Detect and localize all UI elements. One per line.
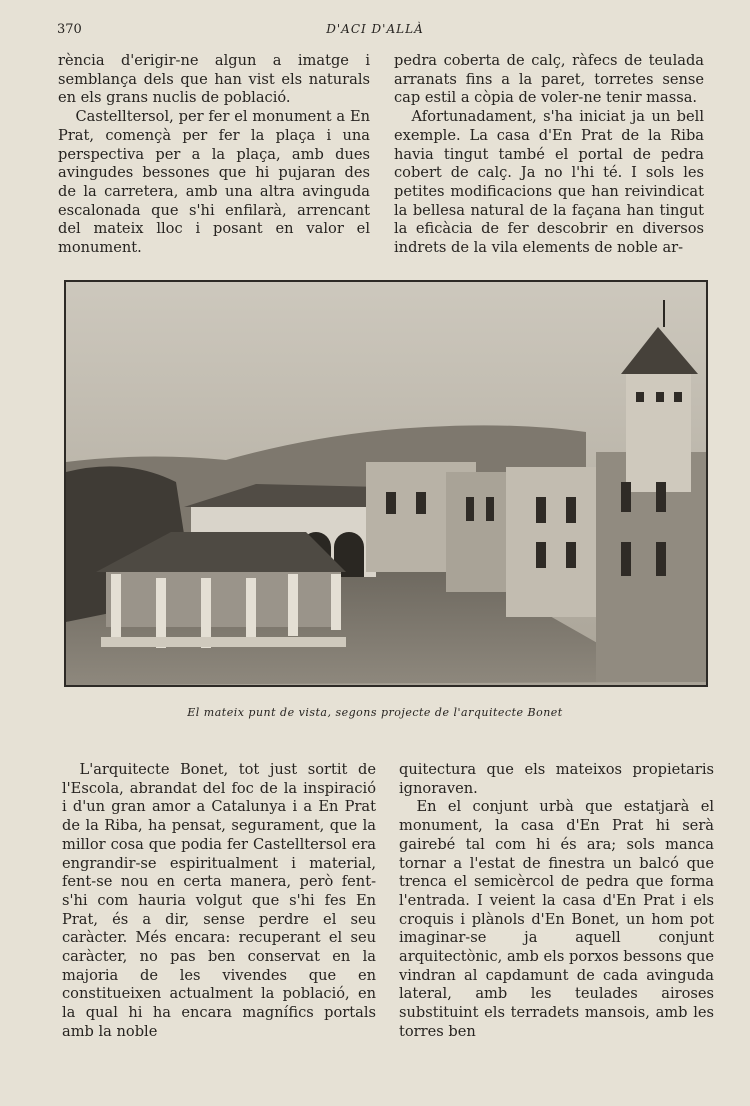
paragraph: Afortunadament, s'ha iniciat ja un bell exemple. La casa d'En Prat de la Riba havia tingut també el portal de pedra cobert de calç. Ja no l'hi té. I sols les petites modificacions que han reivindicat la bellesa natural de la façana han tingut la eficàcia de fer descobrir en diversos indrets de la vila elements de noble ar- <box>394 108 704 257</box>
page-number: 370 <box>57 22 82 37</box>
figure-photo <box>64 280 708 687</box>
paragraph: rència d'erigir-ne algun a imatge i semblança dels que han vist els naturals en els grans nuclis de població. <box>58 52 370 107</box>
bottom-left-column <box>62 761 376 1042</box>
paragraph: Castelltersol, per fer el monument a En Prat, començà per fer la plaça i una perspectiva per a la plaça, amb dues avingudes bessones que hi pujaran des de la carretera, amb una altra avinguda escalonada que s'hi enfilarà, arrencant del mateix lloc i posant en valor el monument. <box>58 108 370 257</box>
figure-caption: El mateix punt de vista, segons projecte de l'arquitecte Bonet <box>187 706 563 719</box>
paragraph: L'arquitecte Bonet, tot just sortit de l'Escola, abrandat del foc de la inspiració i d'un gran amor a Catalunya i a En Prat de la Riba, ha pensat, segurament, que la millor cosa que podia fer Castelltersol era engrandir-se espiritualment i material, fent-se nou en certa manera, però fent-s'hi com hauria volgut que s'hi fes En Prat, és a dir, sense perdre el seu caràcter. Més encara: recuperant el seu caràcter, no pas ben conservat en la majoria de les vivendes que en constitueixen actualment la població, en la qual hi ha encara magnífics portals amb la noble <box>62 761 376 1040</box>
plaza-illustration <box>66 282 706 685</box>
top-left-column <box>58 52 370 258</box>
top-right-column <box>394 52 704 258</box>
paragraph: pedra coberta de calç, ràfecs de teulada arranats fins a la paret, torretes sense cap estil a còpia de voler-ne tenir massa. <box>394 52 704 107</box>
bottom-right-column <box>399 761 714 1042</box>
paragraph: En el conjunt urbà que estatjarà el monument, la casa d'En Prat hi serà gairebé tal com hi és ara; sols manca tornar a l'estat de finestra un balcó que trenca el semicèrcol de pedra que forma l'entrada. I veient la casa d'En Prat i els croquis i plànols d'En Bonet, un hom pot imaginar-se ja aquell conjunt arquitectònic, amb els porxos bessons que vindran al capdamunt de cada avinguda lateral, amb les teulades airoses substituint els terradets mansois, amb les torres ben <box>399 798 714 1040</box>
paragraph: quitectura que els mateixos propietaris ignoraven. <box>399 761 714 797</box>
running-head: D'ACI D'ALLÀ <box>326 22 424 36</box>
